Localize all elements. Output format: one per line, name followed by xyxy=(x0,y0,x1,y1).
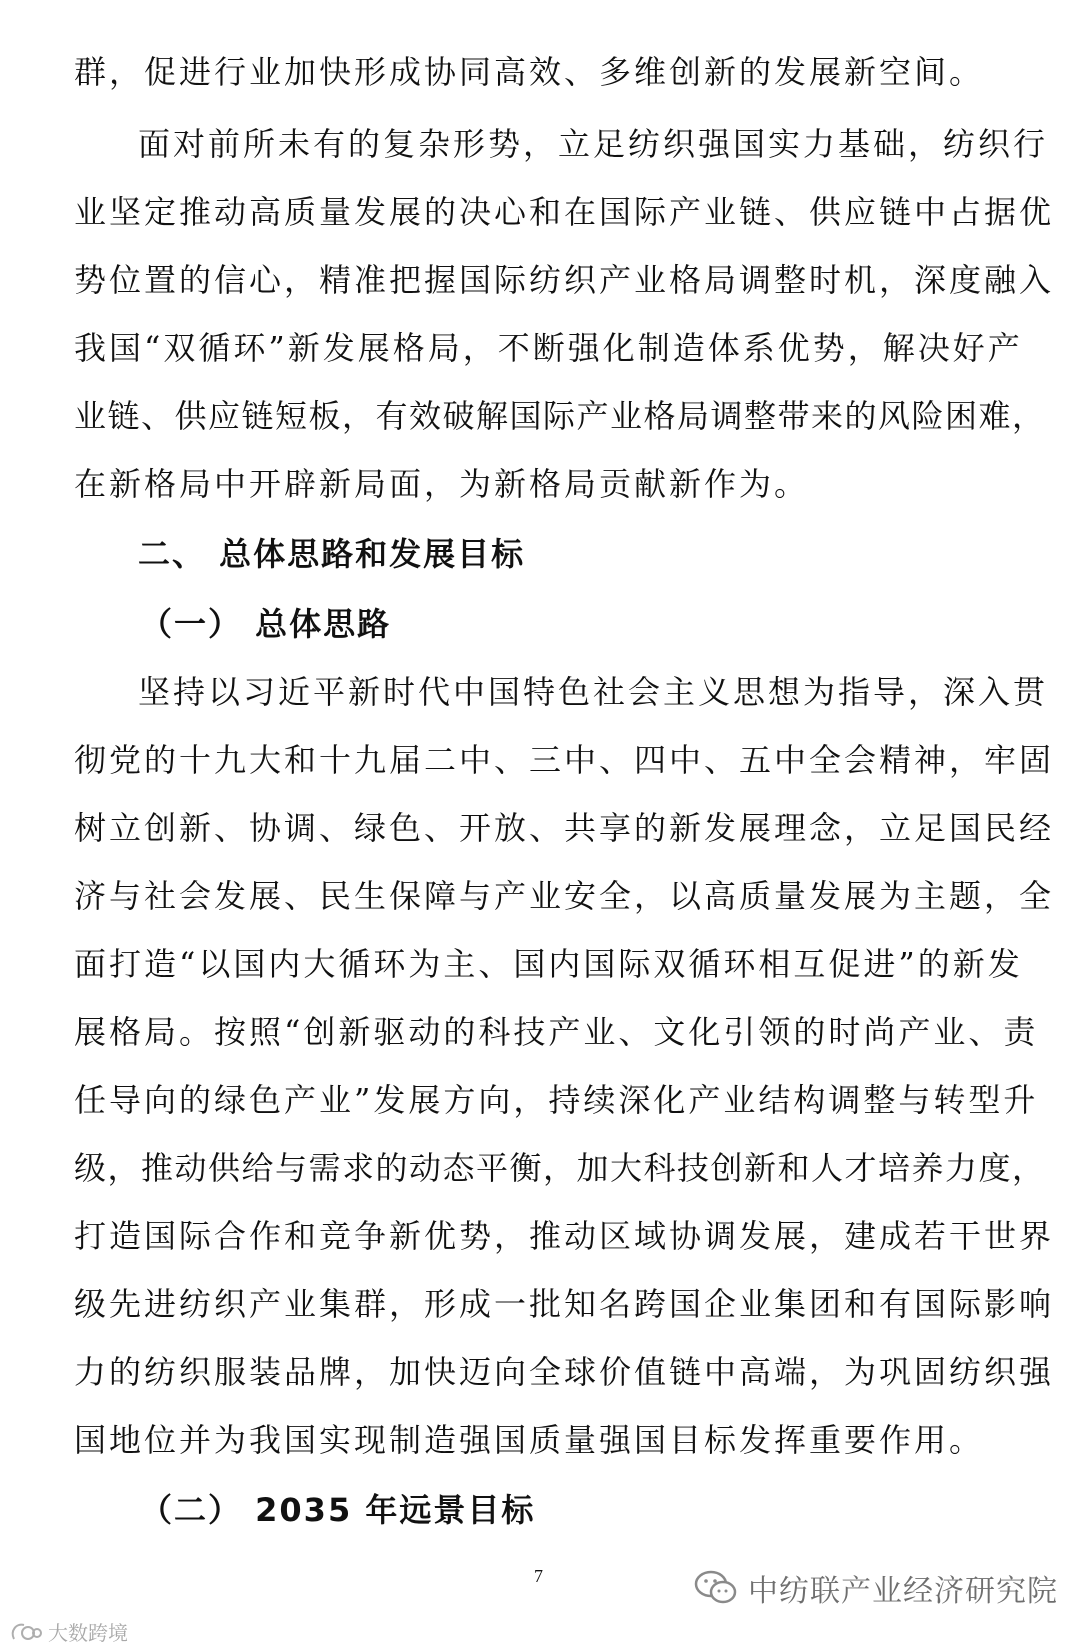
subsection-heading: （一） 总体思路 xyxy=(140,605,392,643)
paragraph-line: 彻党的十九大和十九届二中、三中、四中、五中全会精神，牢固 xyxy=(74,741,1055,779)
wechat-icon xyxy=(694,1570,738,1606)
paragraph-line: 力的纺织服装品牌，加快迈向全球价值链中高端，为巩固纺织强 xyxy=(74,1353,1055,1391)
paragraph-line: 势位置的信心，精准把握国际纺织产业格局调整时机，深度融入 xyxy=(74,261,1055,299)
paragraph-line: 级，推动供给与需求的动态平衡，加大科技创新和人才培养力度， xyxy=(74,1149,1046,1187)
paragraph-line: 济与社会发展、民生保障与产业安全，以高质量发展为主题，全 xyxy=(74,877,1055,915)
paragraph-line: 群，促进行业加快形成协同高效、多维创新的发展新空间。 xyxy=(74,53,985,91)
paragraph-line: 任导向的绿色产业”发展方向，持续深化产业结构调整与转型升 xyxy=(74,1081,1039,1119)
logo-icon xyxy=(8,1619,44,1645)
watermark-right-text: 中纺联产业经济研究院 xyxy=(748,1574,1058,1609)
paragraph-line: 我国“双循环”新发展格局，不断强化制造体系优势，解决好产 xyxy=(74,329,1023,367)
paragraph-line: 业坚定推动高质量发展的决心和在国际产业链、供应链中占据优 xyxy=(74,193,1055,231)
paragraph-line: 面打造“以国内大循环为主、国内国际双循环相互促进”的新发 xyxy=(74,945,1023,983)
subsection-heading: （二） 2035 年远景目标 xyxy=(140,1491,536,1529)
paragraph-line: 坚持以习近平新时代中国特色社会主义思想为指导，深入贯 xyxy=(138,673,1049,711)
paragraph-line: 树立创新、协调、绿色、开放、共享的新发展理念，立足国民经 xyxy=(74,809,1055,847)
section-heading: 二、 总体思路和发展目标 xyxy=(138,535,526,573)
paragraph-line: 级先进纺织产业集群，形成一批知名跨国企业集团和有国际影响 xyxy=(74,1285,1055,1323)
paragraph-line: 展格局。按照“创新驱动的科技产业、文化引领的时尚产业、责 xyxy=(74,1013,1039,1051)
paragraph-line: 打造国际合作和竞争新优势，推动区域协调发展，建成若干世界 xyxy=(74,1217,1055,1255)
watermark-source xyxy=(694,1566,1058,1610)
watermark-brand xyxy=(8,1617,128,1646)
watermark-left-text: 大数跨境 xyxy=(48,1621,128,1645)
paragraph-line: 在新格局中开辟新局面，为新格局贡献新作为。 xyxy=(74,465,810,503)
page-number: 7 xyxy=(534,1566,543,1586)
paragraph-line: 面对前所未有的复杂形势，立足纺织强国实力基础，纺织行 xyxy=(138,125,1049,163)
paragraph-line: 业链、供应链短板，有效破解国际产业格局调整带来的风险困难， xyxy=(74,397,1046,435)
paragraph-line: 国地位并为我国实现制造强国质量强国目标发挥重要作用。 xyxy=(74,1421,985,1459)
